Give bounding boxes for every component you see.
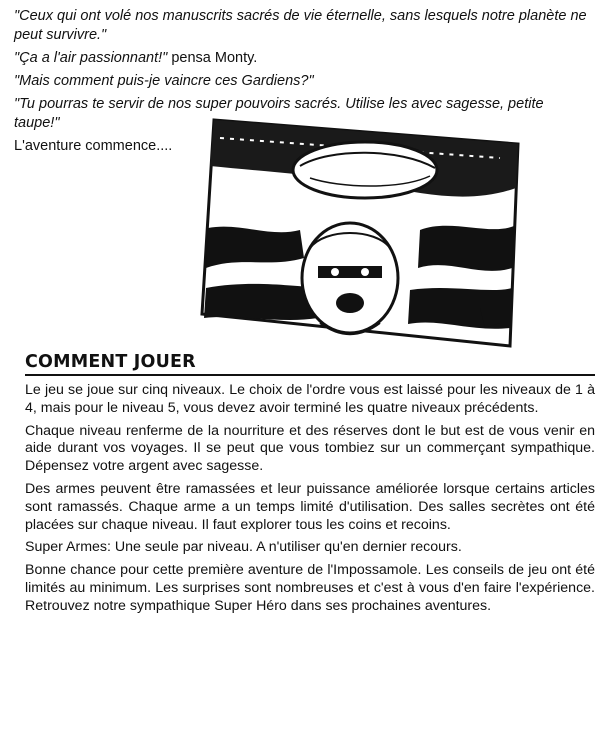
comic-panel-illustration xyxy=(200,118,522,348)
heading-rule xyxy=(25,374,595,376)
intro-quote-2-narration: pensa Monty. xyxy=(167,50,258,66)
paragraph-weapons: Des armes peuvent être ramassées et leur puissance améliorée lorsque certains articles sont ramassés. Chaque arme a un temps limité d'utilisation. Des salles secrètes ont été placées sur chaque niveau. Il faut explorer tous les coins et recoins. xyxy=(25,480,595,533)
intro-narration: L'aventure commence.... xyxy=(14,138,173,154)
intro-quote-4: "Tu pourras te servir de nos super pouvoirs sacrés. Utilise les avec sagesse, petite taupe!" xyxy=(14,96,544,131)
section-heading: COMMENT JOUER xyxy=(25,352,196,372)
intro-quote-3: "Mais comment puis-je vaincre ces Gardiens?" xyxy=(14,73,314,89)
paragraph-levels: Le jeu se joue sur cinq niveaux. Le choix de l'ordre vous est laissé pour les niveaux de 1 à 4, mais pour le niveau 5, vous devez avoir terminé les quatre niveaux précédents. xyxy=(25,382,595,416)
intro-quote-2-speech: "Ça a l'air passionnant!" xyxy=(14,50,168,66)
intro-quote-1: "Ceux qui ont volé nos manuscrits sacrés de vie éternelle, sans lesquels notre planète ne peut survivre." xyxy=(14,8,587,43)
how-to-play-body xyxy=(25,382,595,616)
intro-quote-2 xyxy=(14,49,589,68)
paragraph-food-reserves: Chaque niveau renferme de la nourriture et des réserves dont le but est de vous venir en aide durant vos voyages. Il se peut que vous tombiez sur un commerçant sympathique. Dépensez votre argent avec sagesse. xyxy=(25,422,595,475)
how-to-play-section xyxy=(25,352,595,621)
paragraph-good-luck: Bonne chance pour cette première aventure de l'Impossamole. Les conseils de jeu ont été limités au minimum. Les surprises sont nombreuses et c'est à vous d'en faire l'expérience. Retrouvez notre sympathique Super Héro dans ses prochaines aventures. xyxy=(25,562,595,614)
comic-panel-monty-mole-icon xyxy=(200,118,522,348)
paragraph-super-weapons: Super Armes: Une seule par niveau. A n'utiliser qu'en dernier recours. xyxy=(25,539,462,556)
